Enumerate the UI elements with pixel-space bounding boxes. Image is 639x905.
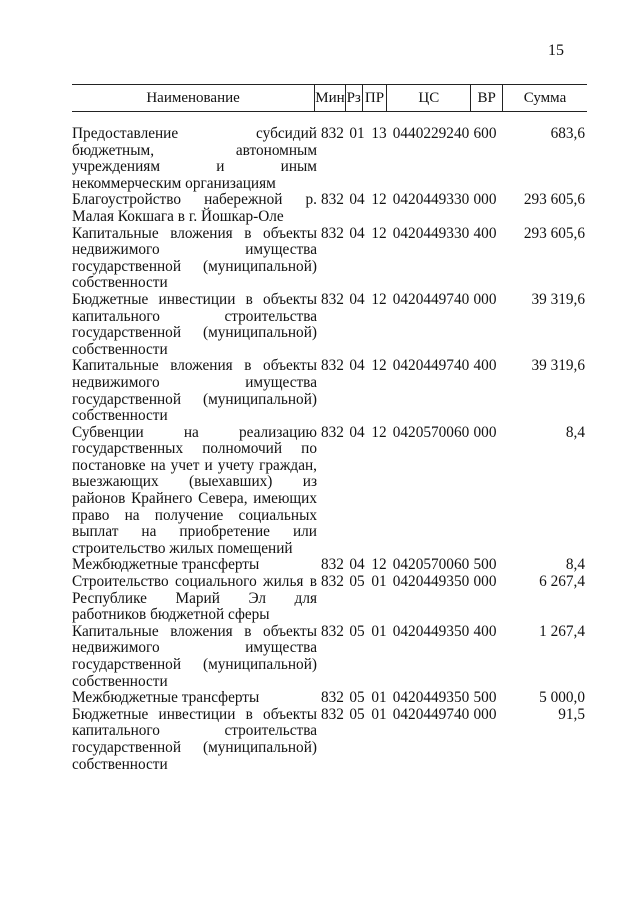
row-min: 832 <box>321 423 344 441</box>
row-rz: 05 <box>349 705 365 723</box>
row-name: Бюджетные инвестиции в объекты капитального строительства государственной (муниципальной) собственности <box>72 705 317 773</box>
table-row <box>72 690 587 707</box>
row-sum: 293 605,6 <box>523 191 585 209</box>
row-code <box>321 292 499 309</box>
table-row <box>72 624 587 690</box>
row-name: Капитальные вложения в объекты недвижимого имущества государственной (муниципальной) собственности <box>72 622 317 690</box>
row-cs: 0420570060 <box>392 423 470 441</box>
row-name: Бюджетные инвестиции в объекты капитального строительства государственной (муниципальной) собственности <box>72 290 317 358</box>
row-pr: 12 <box>371 224 387 242</box>
row-cs: 0420570060 <box>392 556 470 574</box>
row-vr: 400 <box>473 622 497 640</box>
table-row <box>72 292 587 358</box>
row-sum: 5 000,0 <box>539 689 585 707</box>
table-row <box>72 126 587 192</box>
row-rz: 01 <box>349 125 365 142</box>
row-min: 832 <box>321 290 344 308</box>
row-rz: 04 <box>349 191 365 209</box>
row-rz: 04 <box>349 423 365 441</box>
row-code <box>321 425 499 442</box>
row-sum: 6 267,4 <box>539 573 585 591</box>
row-cs: 0420449740 <box>392 705 470 723</box>
row-code <box>321 192 499 209</box>
header-name: Наименование <box>146 89 240 106</box>
row-cs: 0420449350 <box>392 573 470 591</box>
row-code <box>321 624 499 641</box>
header-cs: ЦС <box>386 85 470 111</box>
row-rz: 05 <box>349 622 365 640</box>
header-min: Мин <box>314 85 345 111</box>
row-vr: 500 <box>473 689 497 707</box>
row-vr: 000 <box>473 705 497 723</box>
row-pr: 01 <box>371 689 387 707</box>
row-cs: 0420449350 <box>392 689 470 707</box>
table-header <box>72 84 587 112</box>
row-vr: 500 <box>473 556 497 574</box>
row-cs: 0420449350 <box>392 622 470 640</box>
row-min: 832 <box>321 125 344 142</box>
row-min: 832 <box>321 705 344 723</box>
row-sum: 293 605,6 <box>523 224 585 242</box>
row-vr: 000 <box>473 573 497 591</box>
row-sum: 91,5 <box>558 705 585 723</box>
row-min: 832 <box>321 622 344 640</box>
row-pr: 12 <box>371 423 387 441</box>
row-name: Межбюджетные трансферты <box>72 556 260 574</box>
row-name: Капитальные вложения в объекты недвижимого имущества государственной (муниципальной) собственности <box>72 357 317 425</box>
row-vr: 000 <box>473 423 497 441</box>
row-cs: 0420449740 <box>392 357 470 375</box>
row-code <box>321 557 499 574</box>
header-vr: ВР <box>470 85 502 111</box>
header-sum: Сумма <box>502 85 587 111</box>
row-code <box>321 574 499 591</box>
row-sum: 683,6 <box>550 125 585 142</box>
header-pr: ПР <box>362 85 387 111</box>
row-name: Субвенции на реализацию государственных полномочий по постановке на учет и учету граждан, выезжающих (выехавших) из районов Крайнего Севера, имеющих право на получение социальных выплат на приобретение или строительство жилых помещений <box>72 423 317 557</box>
table-row <box>72 226 587 292</box>
row-name: Капитальные вложения в объекты недвижимого имущества государственной (муниципальной) собственности <box>72 224 317 292</box>
budget-table <box>72 84 587 773</box>
row-vr: 600 <box>473 125 497 142</box>
table-body <box>72 126 587 773</box>
row-name: Предоставление субсидий бюджетным, автономным учреждениям и иным некоммерческим организациям <box>72 125 317 192</box>
row-vr: 000 <box>473 191 497 209</box>
row-min: 832 <box>321 556 344 574</box>
row-rz: 04 <box>349 290 365 308</box>
table-row <box>72 574 587 624</box>
row-cs: 0440229240 <box>392 125 470 142</box>
row-vr: 400 <box>473 224 497 242</box>
row-name: Благоустройство набережной р. Малая Кокшага в г. Йошкар-Оле <box>72 191 317 225</box>
page-number: 15 <box>548 42 564 59</box>
row-sum: 39 319,6 <box>531 290 585 308</box>
row-min: 832 <box>321 191 344 209</box>
row-min: 832 <box>321 357 344 375</box>
row-pr: 13 <box>371 125 387 142</box>
row-name: Межбюджетные трансферты <box>72 689 260 707</box>
row-pr: 01 <box>371 705 387 723</box>
row-vr: 000 <box>473 290 497 308</box>
header-rz: Рз <box>345 85 362 111</box>
table-row <box>72 707 587 773</box>
row-rz: 04 <box>349 357 365 375</box>
row-name: Строительство социального жилья в Республике Марий Эл для работников бюджетной сферы <box>72 573 317 624</box>
row-code <box>321 690 499 707</box>
row-rz: 05 <box>349 573 365 591</box>
row-sum: 8,4 <box>565 423 585 441</box>
table-row <box>72 557 587 574</box>
row-code <box>321 358 499 375</box>
row-pr: 01 <box>371 573 387 591</box>
row-pr: 12 <box>371 290 387 308</box>
row-sum: 39 319,6 <box>531 357 585 375</box>
row-rz: 04 <box>349 556 365 574</box>
row-rz: 05 <box>349 689 365 707</box>
row-vr: 400 <box>473 357 497 375</box>
table-row <box>72 358 587 424</box>
row-pr: 12 <box>371 357 387 375</box>
row-code <box>321 126 499 143</box>
row-cs: 0420449740 <box>392 290 470 308</box>
row-code <box>321 707 499 724</box>
row-sum: 1 267,4 <box>539 622 585 640</box>
row-min: 832 <box>321 573 344 591</box>
row-pr: 12 <box>371 556 387 574</box>
row-min: 832 <box>321 224 344 242</box>
table-row <box>72 425 587 558</box>
row-min: 832 <box>321 689 344 707</box>
row-pr: 01 <box>371 622 387 640</box>
row-sum: 8,4 <box>565 556 585 574</box>
row-pr: 12 <box>371 191 387 209</box>
row-cs: 0420449330 <box>392 224 470 242</box>
table-row <box>72 192 587 225</box>
row-code <box>321 226 499 243</box>
row-rz: 04 <box>349 224 365 242</box>
row-cs: 0420449330 <box>392 191 470 209</box>
